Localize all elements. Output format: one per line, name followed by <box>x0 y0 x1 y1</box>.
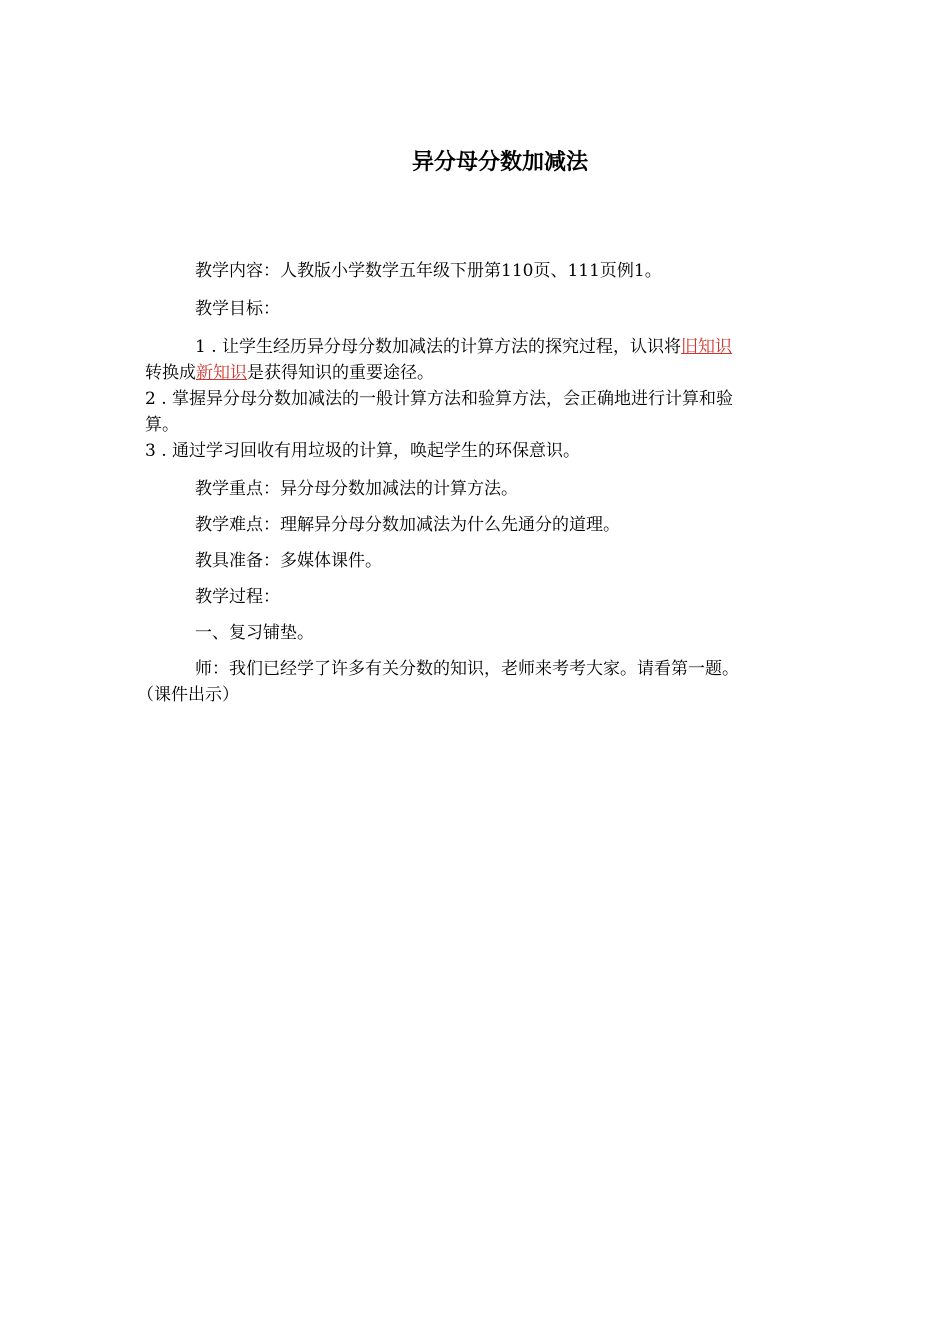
objectives-heading: 教学目标： <box>195 299 280 319</box>
objective-1-prefix: 1 . 让学生经历异分母分数加减法的计算方法的探究过程，认识将 <box>195 337 682 357</box>
section-1-heading: 一、复习铺垫。 <box>195 623 314 643</box>
document-body <box>137 258 810 708</box>
materials: 教具准备：多媒体课件。 <box>195 551 382 571</box>
teaching-content-line: 教学内容：人教版小学数学五年级下册第110页、111页例1。 <box>195 261 662 281</box>
teacher-line-1: 师：我们已经学了许多有关分数的知识，老师来考考大家。请看第一题。 <box>195 659 739 679</box>
objective-1-line-1 <box>145 334 810 360</box>
difficulty: 教学难点：理解异分母分数加减法为什么先通分的道理。 <box>195 515 620 535</box>
objective-3: 3 . 通过学习回收有用垃圾的计算，唤起学生的环保意识。 <box>145 441 581 461</box>
old-knowledge-link[interactable]: 旧知识 <box>681 337 733 357</box>
objective-2-line-1: 2 . 掌握异分母分数加减法的一般计算方法和验算方法，会正确地进行计算和验 <box>145 389 734 409</box>
teacher-line-2: （课件出示） <box>137 685 239 705</box>
new-knowledge-link[interactable]: 新知识 <box>196 363 247 383</box>
objective-2-line-2: 算。 <box>145 415 179 435</box>
objective-1-middle: 转换成 <box>145 363 196 383</box>
document-title: 异分母分数加减法 <box>411 150 588 175</box>
process-heading: 教学过程： <box>195 587 280 607</box>
objective-1-line-2 <box>145 360 810 386</box>
objective-1-suffix: 是获得知识的重要途径。 <box>247 363 434 383</box>
key-point: 教学重点：异分母分数加减法的计算方法。 <box>195 479 518 499</box>
